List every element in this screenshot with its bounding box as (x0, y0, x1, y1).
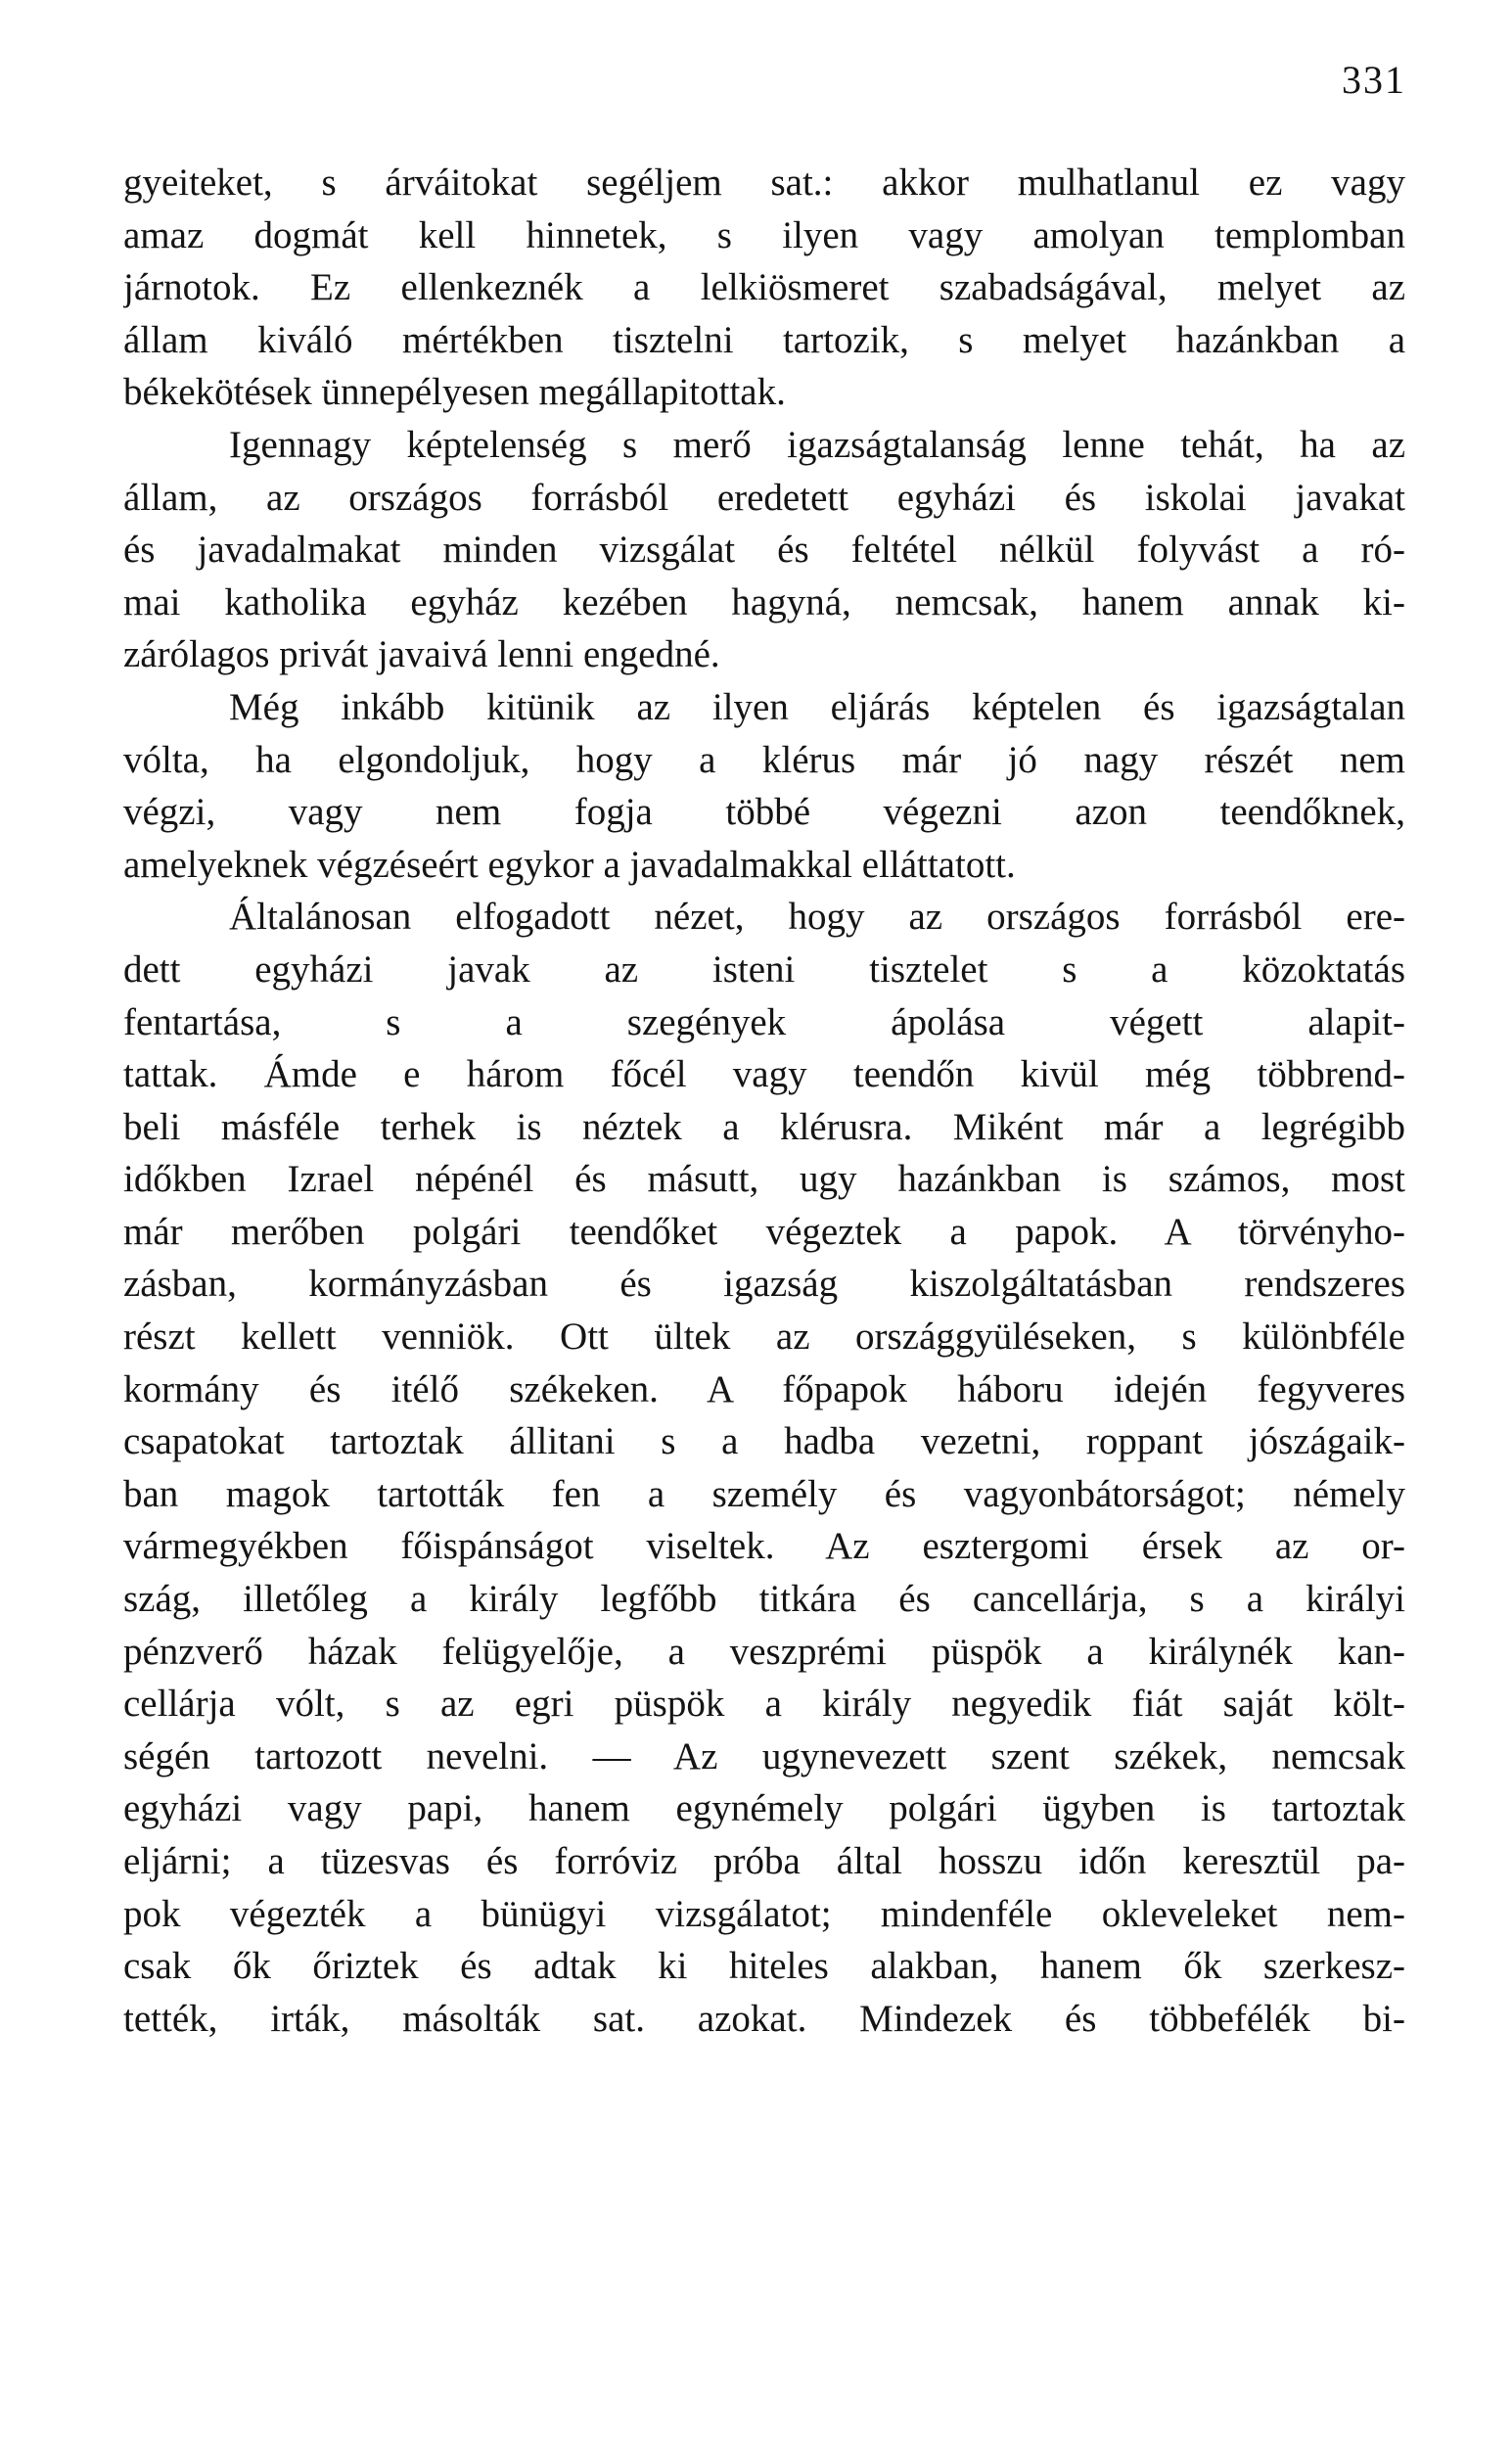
text-line: beli másféle terhek is néztek a klérusra. Miként már a legrégibb (123, 1105, 1405, 1148)
text-line: csak ők őriztek és adtak ki hiteles alakban, hanem ők szerkesz- (123, 1945, 1405, 1988)
text-line: végzi, vagy nem fogja többé végezni azon teendőknek, (123, 791, 1405, 834)
text-line: csapatokat tartoztak állitani s a hadba vezetni, roppant jószágaik- (123, 1420, 1405, 1463)
text-line: gyeiteket, s árváitokat segéljem sat.: akkor mulhatlanul ez vagy (123, 162, 1405, 204)
text-line: cellárja vólt, s az egri püspök a király negyedik fiát saját költ- (123, 1683, 1405, 1726)
page-number: 331 (1342, 58, 1406, 102)
text-line: fentartása, s a szegények ápolása végett alapit- (123, 1000, 1405, 1043)
text-line: eljárni; a tüzesvas és forróviz próba által hosszu időn keresztül pa- (123, 1840, 1405, 1882)
text-line: állam, az országos forrásból eredetett egyházi és iskolai javakat (123, 476, 1405, 519)
text-line: már merőben polgári teendőket végeztek a papok. A törvényho- (123, 1210, 1405, 1253)
text-line: pénzverő házak felügyelője, a veszprémi püspök a királynék kan- (123, 1630, 1405, 1673)
text-line: dett egyházi javak az isteni tisztelet s a közoktatás (123, 947, 1405, 991)
text-line: amaz dogmát kell hinnetek, s ilyen vagy amolyan templomban (123, 213, 1405, 256)
text-line: állam kiváló mértékben tisztelni tartozik, s melyet hazánkban a (123, 318, 1405, 361)
text-line: ban magok tartották fen a személy és vagyonbátorságot; némely (123, 1472, 1405, 1515)
text-line: kormány és itélő székeken. A főpapok háboru idején fegyveres (123, 1367, 1405, 1410)
text-line: ségén tartozott nevelni. — Az ugynevezett szent székek, nemcsak (123, 1734, 1405, 1778)
text-line: részt kellett venniök. Ott ültek az országgyüléseken, s különbféle (123, 1316, 1405, 1359)
text-line: vólta, ha elgondoljuk, hogy a klérus már jó nagy részét nem (123, 738, 1405, 781)
text-line: mai katholika egyház kezében hagyná, nemcsak, hanem annak ki- (123, 580, 1405, 623)
paragraph-first-line: Még inkább kitünik az ilyen eljárás képtelen és igazságtalan (229, 685, 1405, 728)
text-line: tattak. Ámde e három főcél vagy teendőn kivül még többrend- (123, 1053, 1405, 1096)
text-line: zásban, kormányzásban és igazság kiszolgáltatásban rendszeres (123, 1263, 1405, 1306)
text-line: vármegyékben főispánságot viseltek. Az esztergomi érsek az or- (123, 1525, 1405, 1568)
text-line: járnotok. Ez ellenkeznék a lelkiösmeret szabadságával, melyet az (123, 266, 1405, 309)
text-line: időkben Izrael népénél és másutt, ugy hazánkban is számos, most (123, 1158, 1405, 1201)
text-line: és javadalmakat minden vizsgálat és feltétel nélkül folyvást a ró- (123, 529, 1405, 572)
text-line: egyházi vagy papi, hanem egynémely polgári ügyben is tartoztak (123, 1787, 1405, 1830)
text-line: pok végezték a bünügyi vizsgálatot; mindenféle okleveleket nem- (123, 1892, 1405, 1935)
text-line: tették, irták, másolták sat. azokat. Mindezek és többefélék bi- (123, 1997, 1405, 2040)
paragraph-first-line: Általánosan elfogadott nézet, hogy az országos forrásból ere- (229, 896, 1405, 939)
body-text (123, 157, 1405, 2045)
text-line: amelyeknek végzéseért egykor a javadalmakkal elláttatott. (123, 843, 1016, 886)
text-line: békekötések ünnepélyesen megállapitottak. (123, 371, 786, 414)
paragraph-first-line: Igennagy képtelenség s merő igazságtalanság lenne tehát, ha az (229, 423, 1405, 466)
text-line: szág, illetőleg a király legfőbb titkára és cancellárja, s a királyi (123, 1578, 1405, 1621)
text-line: zárólagos privát javaivá lenni engedné. (123, 633, 720, 676)
